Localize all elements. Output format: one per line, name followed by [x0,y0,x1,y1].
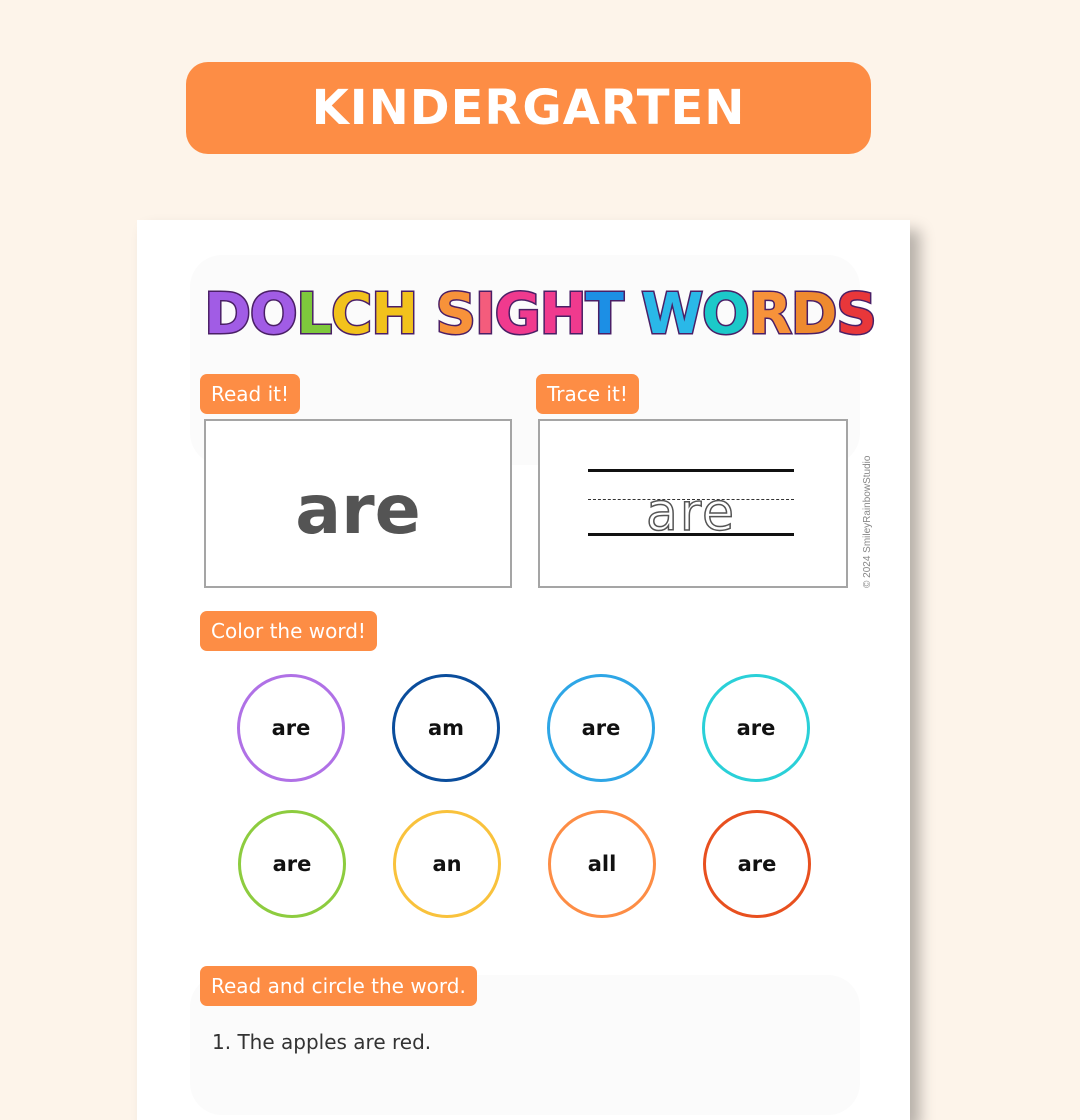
title-letter: O [249,282,297,347]
trace-box [538,419,848,588]
worksheet-title [0,282,1080,347]
title-letter: D [204,282,250,347]
copyright-text: © 2024 SmileyRainbowStudio [862,455,873,588]
title-letter: H [371,282,418,347]
title-letter: C [331,282,372,347]
word-circle[interactable]: are [702,674,810,782]
read-circle-tag: Read and circle the word. [200,966,477,1006]
title-letter: L [296,282,332,347]
title-letter: D [790,282,837,347]
word-circle[interactable]: are [237,674,345,782]
title-letter: R [748,282,791,347]
title-letter: O [702,282,749,347]
trace-word: are [645,483,737,543]
word-circle[interactable]: are [238,810,346,918]
word-circle[interactable]: all [548,810,656,918]
title-letter: S [836,282,876,347]
title-letter: W [641,282,703,347]
color-word-tag: Color the word! [200,611,377,651]
title-letter: H [539,282,586,347]
grade-banner-label: KINDERGARTEN [311,80,746,136]
word-circle[interactable]: are [547,674,655,782]
read-box [204,419,512,588]
sentence-1: 1. The apples are red. [212,1030,432,1054]
trace-top-line [588,469,794,472]
title-letter: G [494,282,540,347]
read-it-tag: Read it! [200,374,300,414]
grade-banner [186,62,871,154]
word-circle[interactable]: are [703,810,811,918]
title-letter [623,282,642,347]
read-word: are [295,471,421,550]
trace-it-tag: Trace it! [536,374,639,414]
word-circle[interactable]: an [393,810,501,918]
title-letter [417,282,436,347]
title-letter: I [474,282,495,347]
title-letter: S [435,282,475,347]
title-letter: T [585,282,623,347]
word-circle[interactable]: am [392,674,500,782]
